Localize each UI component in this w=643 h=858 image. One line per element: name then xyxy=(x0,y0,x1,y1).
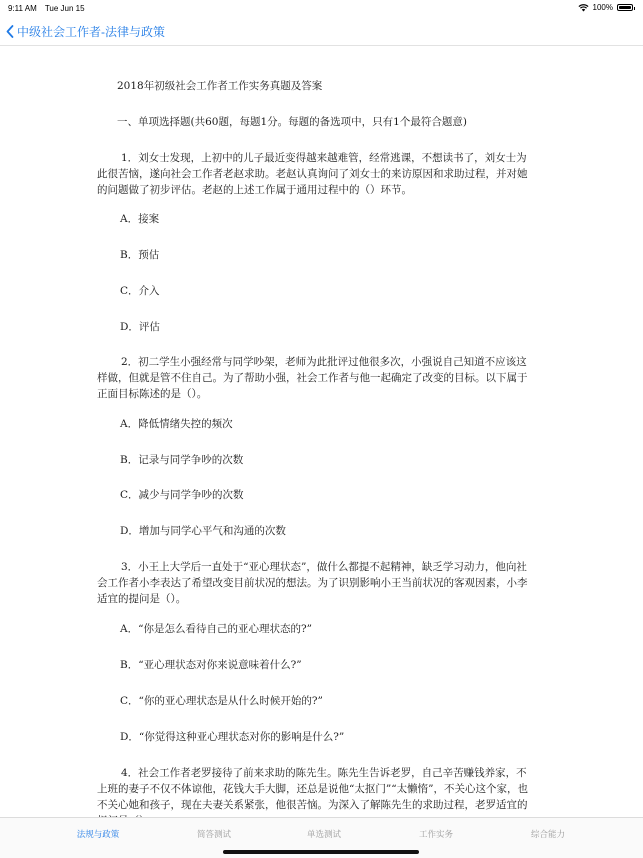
stem-line: 2．初二学生小强经常与同学吵架，老师为此批评过他很多次，小强说自己知道不应该这 xyxy=(121,356,527,368)
stem-line: 3．小王上大学后一直处于“亚心理状态”，做什么都提不起精神，缺乏学习动力，他向社 xyxy=(121,561,527,573)
question-1-option-d: D．评估 xyxy=(120,321,160,333)
question-3-option-b: B．“亚心理状态对你来说意味着什么?” xyxy=(120,659,302,671)
question-3-option-a: A．“你是怎么看待自己的亚心理状态的?” xyxy=(120,623,312,635)
status-date: Tue Jun 15 xyxy=(44,4,85,13)
back-label: 中级社会工作者-法律与政策 xyxy=(17,24,165,39)
question-2-option-d: D．增加与同学心平气和沟通的次数 xyxy=(120,525,286,537)
section-heading: 一、单项选择题(共60题，每题1分。每题的备选项中，只有1个最符合题意) xyxy=(117,116,467,128)
question-2-option-a: A．降低情绪失控的频次 xyxy=(120,418,233,430)
tab-laws-policies[interactable]: 法规与政策 xyxy=(76,829,120,839)
stem-line: 上班的妻子不仅不体谅他，花钱大手大脚，还总是说他“太抠门”“太懒惰”，不关心这个家，也 xyxy=(97,783,528,795)
question-3-stem xyxy=(97,559,549,607)
navigation-bar xyxy=(0,16,643,46)
question-3-option-c: C．“你的亚心理状态是从什么时候开始的?” xyxy=(120,695,323,707)
status-bar xyxy=(0,0,643,16)
stem-line: 会工作者小李表达了希望改变目前状况的想法。为了识别影响小王当前状况的客观因素，小李 xyxy=(97,577,528,589)
wifi-icon xyxy=(578,4,589,12)
tab-work-practice[interactable]: 工作实务 xyxy=(418,829,453,839)
stem-line: 此很苦恼，遂向社会工作者老赵求助。老赵认真询问了刘女士的来访原因和求助过程，并对她 xyxy=(97,168,528,180)
question-2-option-c: C．减少与同学争吵的次数 xyxy=(120,489,244,501)
stem-line: 4．社会工作者老罗接待了前来求助的陈先生。陈先生告诉老罗，自己辛苦赚钱养家，不 xyxy=(121,767,527,779)
battery-icon xyxy=(617,4,633,11)
question-3-option-d: D．“你觉得这种亚心理状态对你的影响是什么?” xyxy=(120,731,345,743)
question-1-option-a: A．接案 xyxy=(120,213,160,225)
question-2-stem xyxy=(97,354,549,402)
status-left xyxy=(8,4,91,13)
back-button[interactable] xyxy=(6,21,165,41)
battery-percent: 100% xyxy=(592,3,613,12)
question-1-stem xyxy=(97,150,549,198)
question-2-option-b: B．记录与同学争吵的次数 xyxy=(120,454,244,466)
stem-line: 的问题做了初步评估。老赵的上述工作属于通用过程中的（）环节。 xyxy=(97,184,412,196)
stem-line: 1．刘女士发现，上初中的儿子最近变得越来越难管，经常逃课，不想读书了，刘女士为 xyxy=(121,152,527,164)
status-time: 9:11 AM xyxy=(8,4,37,13)
chevron-left-icon xyxy=(6,25,14,38)
stem-line: 适宜的提问是（）。 xyxy=(97,593,187,605)
stem-line: 不关心她和孩子，现在夫妻关系紧张，他很苦恼。为深入了解陈先生的求助过程，老罗适宜的 xyxy=(97,799,528,811)
stem-line: 样做，但就是管不住自己。为了帮助小强，社会工作者与他一起确定了改变的目标。以下属于 xyxy=(97,372,528,384)
tab-single-choice-test[interactable]: 单选测试 xyxy=(306,829,341,839)
document-view[interactable] xyxy=(0,47,643,817)
document-title: 2018年初级社会工作者工作实务真题及答案 xyxy=(117,80,323,92)
home-indicator[interactable] xyxy=(223,850,419,854)
stem-line: 正面目标陈述的是（）。 xyxy=(97,388,208,400)
tab-short-answer-test[interactable]: 简答测试 xyxy=(196,829,231,839)
status-right xyxy=(578,3,633,12)
question-1-option-c: C．介入 xyxy=(120,285,160,297)
tab-comprehensive-ability[interactable]: 综合能力 xyxy=(530,829,565,839)
question-1-option-b: B．预估 xyxy=(120,249,160,261)
